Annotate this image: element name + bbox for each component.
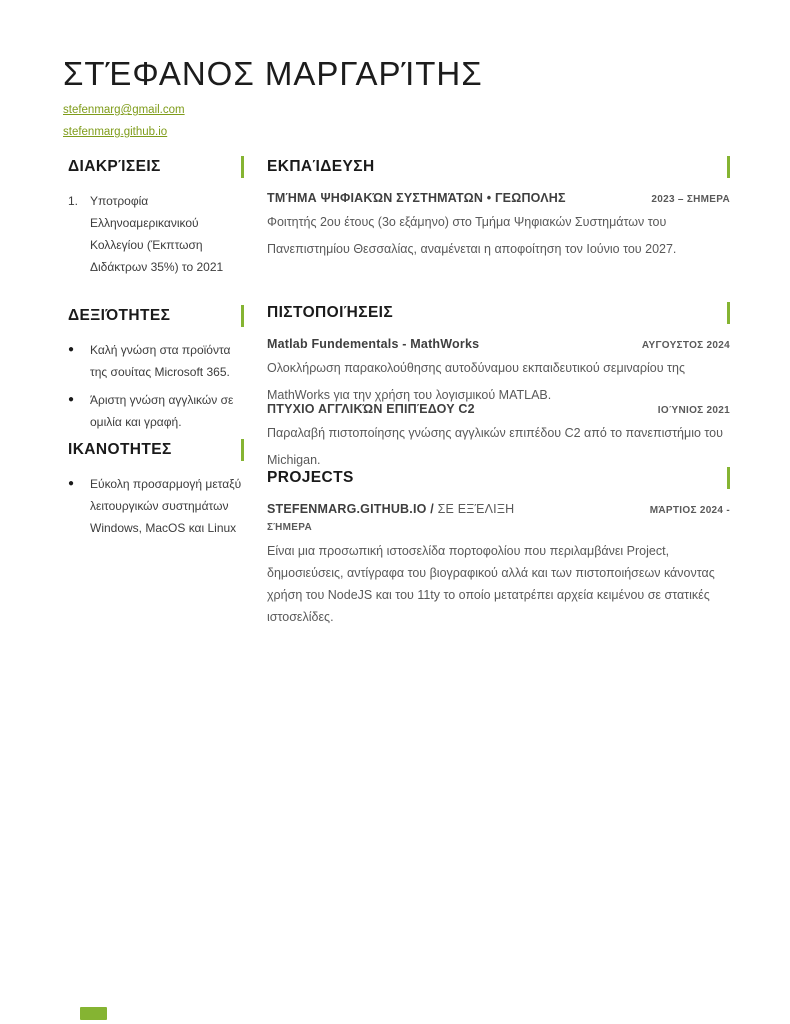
accent-bar — [241, 439, 244, 461]
list-item-text: ● Εύκολη προσαρμογή μεταξύ λειτουργικών συστημάτων Windows, MacOS και Linux — [90, 477, 242, 535]
certification-entry — [267, 402, 730, 474]
accent-bar — [241, 156, 244, 178]
list-item — [68, 389, 244, 433]
section-title-abilities: ΙΚΑΝΟΤΗΤΕΣ — [68, 441, 172, 458]
abilities-list — [68, 473, 244, 539]
section-heading-row — [267, 302, 730, 324]
list-item-text: ● Καλή γνώση στα προϊόντα της σουίτας Microsoft 365. — [90, 343, 231, 379]
project-name: STEFENMARG.GITHUB.IO / — [267, 502, 434, 516]
entry-description: Είναι μια προσωπική ιστοσελίδα πορτοφολίου που περιλαμβάνει Project, δημοσιεύσεις, αντίγραφα του βιογραφικού αλλά και των πιστοποιήσεων κάνοντας χρήση του NodeJS και του 11ty το οποίο μετατρέπει αρχεία κειμένου σε στατικές ιστοσελίδες. — [267, 544, 715, 624]
entry-heading-row — [267, 337, 730, 353]
entry-heading-row — [267, 191, 730, 207]
list-item-text: ● Άριστη γνώση αγγλικών σε ομιλία και γραφή. — [90, 393, 234, 429]
section-heading-row — [267, 156, 730, 178]
section-heading-row — [68, 305, 244, 327]
entry-heading-row — [267, 502, 730, 518]
entry-title: Matlab Fundementals - MathWorks — [267, 337, 480, 351]
main-content — [267, 156, 730, 628]
section-education — [267, 156, 730, 263]
list-item — [68, 473, 244, 539]
entry-description: Φοιτητής 2ου έτους (3ο εξάμηνο) στο Τμήμα Ψηφιακών Συστημάτων του Πανεπιστημίου Θεσσαλίας, αναμένεται η αποφοίτηση τον Ιούνιο του 2027. — [267, 215, 677, 256]
entry-date: ΑΥΓΟΥΣΤΟΣ 2024 — [641, 340, 730, 351]
distinctions-list — [68, 190, 244, 278]
section-abilities — [68, 439, 244, 539]
website-link[interactable]: stefenmarg.github.io — [63, 126, 168, 138]
entry-description: Παραλαβή πιστοποίησης γνώσης αγγλικών επιπέδου C2 από το πανεπιστήμιο του Michigan. — [267, 426, 723, 467]
section-heading-row — [267, 467, 730, 489]
project-status: ΣΕ ΕΞΈΛΙΞΗ — [437, 502, 515, 516]
resume-body — [0, 156, 790, 628]
entry-date: 2023 – ΣΗΜΕΡΑ — [651, 194, 730, 205]
entry-date: ΙΟΎΝΙΟΣ 2021 — [657, 405, 730, 416]
list-item — [68, 190, 244, 278]
entry-title: ΤΜΉΜΑ ΨΗΦΙΑΚΏΝ ΣΥΣΤΗΜΆΤΩΝ • ΓΕΩΠΟΛΗΣ — [267, 191, 566, 205]
section-distinctions — [68, 156, 244, 278]
project-entry — [267, 502, 730, 628]
section-projects — [267, 467, 730, 628]
list-item — [68, 339, 244, 383]
entry-title — [267, 502, 514, 517]
accent-bar — [241, 305, 244, 327]
sidebar — [68, 156, 244, 628]
page-number-box — [80, 1007, 107, 1020]
accent-bar — [727, 467, 730, 489]
section-heading-row — [68, 439, 244, 461]
accent-bar — [727, 302, 730, 324]
section-title-certifications: ΠΙΣΤΟΠΟΙΉΣΕΙΣ — [267, 304, 394, 321]
skills-list — [68, 339, 244, 433]
section-skills — [68, 305, 244, 433]
email-link[interactable]: stefenmarg@gmail.com — [63, 104, 185, 116]
entry-description: Ολοκλήρωση παρακολούθησης αυτοδύναμου εκπαιδευτικού σεμιναρίου της MathWorks για την χρήση του λογισμικού MATLAB. — [267, 361, 685, 402]
list-item-text: Υποτροφία Ελληνοαμερικανικού Κολλεγίου (Έκπτωση Διδάκτρων 35%) το 2021 — [90, 194, 224, 274]
accent-bar — [727, 156, 730, 178]
list-number: 1. — [68, 194, 79, 208]
entry-date: ΜΆΡΤΙΟΣ 2024 - — [649, 505, 730, 516]
resume-header — [0, 0, 790, 143]
entry-date-continued: ΣΉΜΕΡΑ — [267, 522, 313, 533]
section-title-skills: ΔΕΞΙΌΤΗΤΕΣ — [68, 307, 171, 324]
section-title-projects: PROJECTS — [267, 469, 354, 486]
section-heading-row — [68, 156, 244, 178]
person-name: ΣΤΈΦΑΝΟΣ ΜΑΡΓΑΡΊΤΗΣ — [63, 55, 483, 92]
section-title-distinctions: ΔΙΑΚΡΊΣΕΙΣ — [68, 158, 161, 175]
contact-links — [63, 99, 730, 143]
section-certifications — [267, 302, 730, 474]
entry-title: ΠΤΥΧΙΟ ΑΓΓΛΙΚΏΝ ΕΠΙΠΈΔΟΥ C2 — [267, 402, 475, 416]
section-title-education: ΕΚΠΑΊΔΕΥΣΗ — [267, 158, 375, 175]
education-entry — [267, 191, 730, 263]
certification-entry — [267, 337, 730, 409]
